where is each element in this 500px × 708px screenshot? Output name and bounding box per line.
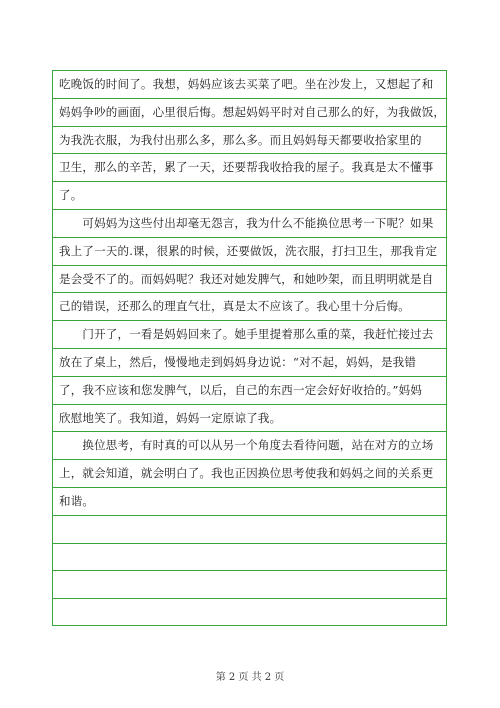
text-line: 是会受不了的。而妈妈呢？我还对她发脾气，和她吵架，而且明明就是自 (53, 266, 446, 294)
text-line: 妈妈争吵的画面，心里很后悔。想起妈妈平时对自己那么的好，为我做饭， (53, 99, 446, 127)
text-line: 门开了，一看是妈妈回来了。她手里提着那么重的菜，我赶忙接过去 (53, 321, 446, 349)
lined-writing-sheet (52, 70, 447, 626)
text-line: 欣慰地笑了。我知道，妈妈一定原谅了我。 (53, 405, 446, 433)
text-line: 了，我不应该和您发脾气，以后，自己的东西一定会好好收拾的。”妈妈 (53, 377, 446, 405)
text-line: 吃晚饭的时间了。我想，妈妈应该去买菜了吧。坐在沙发上，又想起了和 (53, 71, 446, 99)
text-line: 己的错误，还那么的理直气壮，真是太不应该了。我心里十分后悔。 (53, 293, 446, 321)
text-line: 换位思考，有时真的可以从另一个角度去看待问题，站在对方的立场 (53, 432, 446, 460)
text-line: 上，就会知道，就会明白了。我也正因换位思考使我和妈妈之间的关系更 (53, 460, 446, 488)
text-line: 我上了一天的.课，很累的时候，还要做饭，洗衣服，打扫卫生，那我肯定 (53, 238, 446, 266)
text-line: 可妈妈为这些付出却毫无怨言，我为什么不能换位思考一下呢？如果 (53, 210, 446, 238)
empty-line (53, 544, 446, 572)
text-line: 卫生，那么的辛苦，累了一天，还要帮我收拾我的屋子。我真是太不懂事 (53, 154, 446, 182)
text-line: 了。 (53, 182, 446, 210)
text-line: 为我洗衣服，为我付出那么多，那么多。而且妈妈每天都要收拾家里的 (53, 127, 446, 155)
empty-line (53, 516, 446, 544)
page-footer: 第 2 页 共 2 页 (215, 672, 285, 683)
text-line: 放在了桌上，然后，慢慢地走到妈妈身边说：“对不起，妈妈，是我错 (53, 349, 446, 377)
empty-line (53, 599, 446, 627)
text-line: 和谐。 (53, 488, 446, 516)
empty-line (53, 571, 446, 599)
